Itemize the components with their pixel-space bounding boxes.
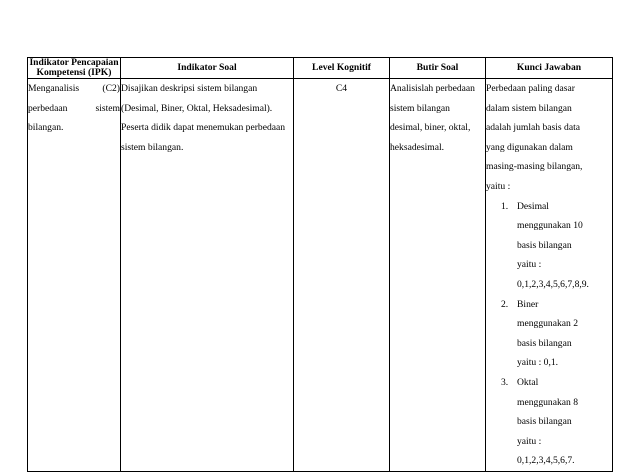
header-row xyxy=(28,58,613,79)
list-item-line: menggunakan 2 xyxy=(517,318,579,330)
list-item-line: Oktal xyxy=(517,376,539,388)
header-butir-soal: Butir Soal xyxy=(390,58,486,79)
butir-soal-line: desimal, biner, oktal, xyxy=(390,122,471,134)
indikator-soal-line: Peserta didik dapat menemukan perbedaan xyxy=(121,122,286,134)
kunci-intro-line: adalah jumlah basis data xyxy=(486,122,581,134)
assessment-table xyxy=(27,57,613,472)
ipk-line xyxy=(28,79,120,99)
butir-soal-line: sistem bilangan xyxy=(390,102,450,114)
ipk-word: bilangan. xyxy=(28,122,64,134)
list-item-line: yaitu : xyxy=(517,259,542,271)
indikator-soal-line: Disajikan deskripsi sistem bilangan xyxy=(121,83,258,94)
list-number: 1. xyxy=(501,200,509,212)
butir-soal-cell xyxy=(390,79,486,472)
list-item-line: basis bilangan xyxy=(517,239,572,251)
list-item-line: basis bilangan xyxy=(517,337,572,349)
ipk-word: Menganalisis xyxy=(28,83,80,94)
kunci-intro-line: yaitu : xyxy=(486,180,511,192)
header-kunci-jawaban: Kunci Jawaban xyxy=(486,58,613,79)
indikator-soal-line: sistem bilangan. xyxy=(121,141,184,153)
header-indikator-soal: Indikator Soal xyxy=(121,58,294,79)
list-item-line: Biner xyxy=(517,298,539,310)
list-item-body xyxy=(513,295,612,373)
header-level-kognitif: Level Kognitif xyxy=(294,58,390,79)
kunci-jawaban-cell xyxy=(486,79,613,472)
level-kognitif-value: C4 xyxy=(335,83,348,94)
kunci-intro-line: Perbedaan paling dasar xyxy=(486,83,575,94)
kunci-intro-line: masing-masing bilangan, xyxy=(486,161,583,173)
list-item xyxy=(486,295,612,373)
list-item-line: 0,1,2,3,4,5,6,7. xyxy=(517,455,575,467)
ipk-line xyxy=(28,118,120,138)
list-item-line: 0,1,2,3,4,5,6,7,8,9. xyxy=(517,278,589,290)
ipk-cell xyxy=(28,79,121,472)
list-item-body xyxy=(513,197,612,295)
list-item xyxy=(486,373,612,471)
ipk-line xyxy=(28,99,120,119)
level-kognitif-cell xyxy=(294,79,390,472)
ipk-word: (C2) xyxy=(102,83,120,94)
ipk-word: sistem xyxy=(95,102,120,114)
list-item-line: Desimal xyxy=(517,200,549,212)
butir-soal-line: Analisislah perbedaan xyxy=(390,83,475,94)
ipk-word: perbedaan xyxy=(28,102,68,114)
list-item-line: basis bilangan xyxy=(517,416,572,428)
header-ipk-line-2: Kompetensi (IPK) xyxy=(36,67,112,78)
indikator-soal-cell xyxy=(121,79,294,472)
kunci-intro-line: dalam sistem bilangan xyxy=(486,102,572,114)
table-row xyxy=(28,79,613,472)
list-number: 2. xyxy=(501,298,509,310)
list-number: 3. xyxy=(501,376,509,388)
kunci-list xyxy=(486,197,612,471)
butir-soal-line: heksadesimal. xyxy=(390,141,445,153)
header-ipk xyxy=(28,58,121,79)
indikator-soal-line: (Desimal, Biner, Oktal, Heksadesimal). xyxy=(121,102,273,114)
list-item-line: menggunakan 10 xyxy=(517,220,583,232)
list-item-line: menggunakan 8 xyxy=(517,396,579,408)
list-item-line: yaitu : 0,1. xyxy=(517,357,559,369)
kunci-intro-line: yang digunakan dalam xyxy=(486,141,573,153)
header-ipk-line-1: Indikator Pencapaian xyxy=(29,57,119,68)
list-item xyxy=(486,197,612,295)
list-item-line: yaitu : xyxy=(517,435,542,447)
list-item-body xyxy=(513,373,612,471)
